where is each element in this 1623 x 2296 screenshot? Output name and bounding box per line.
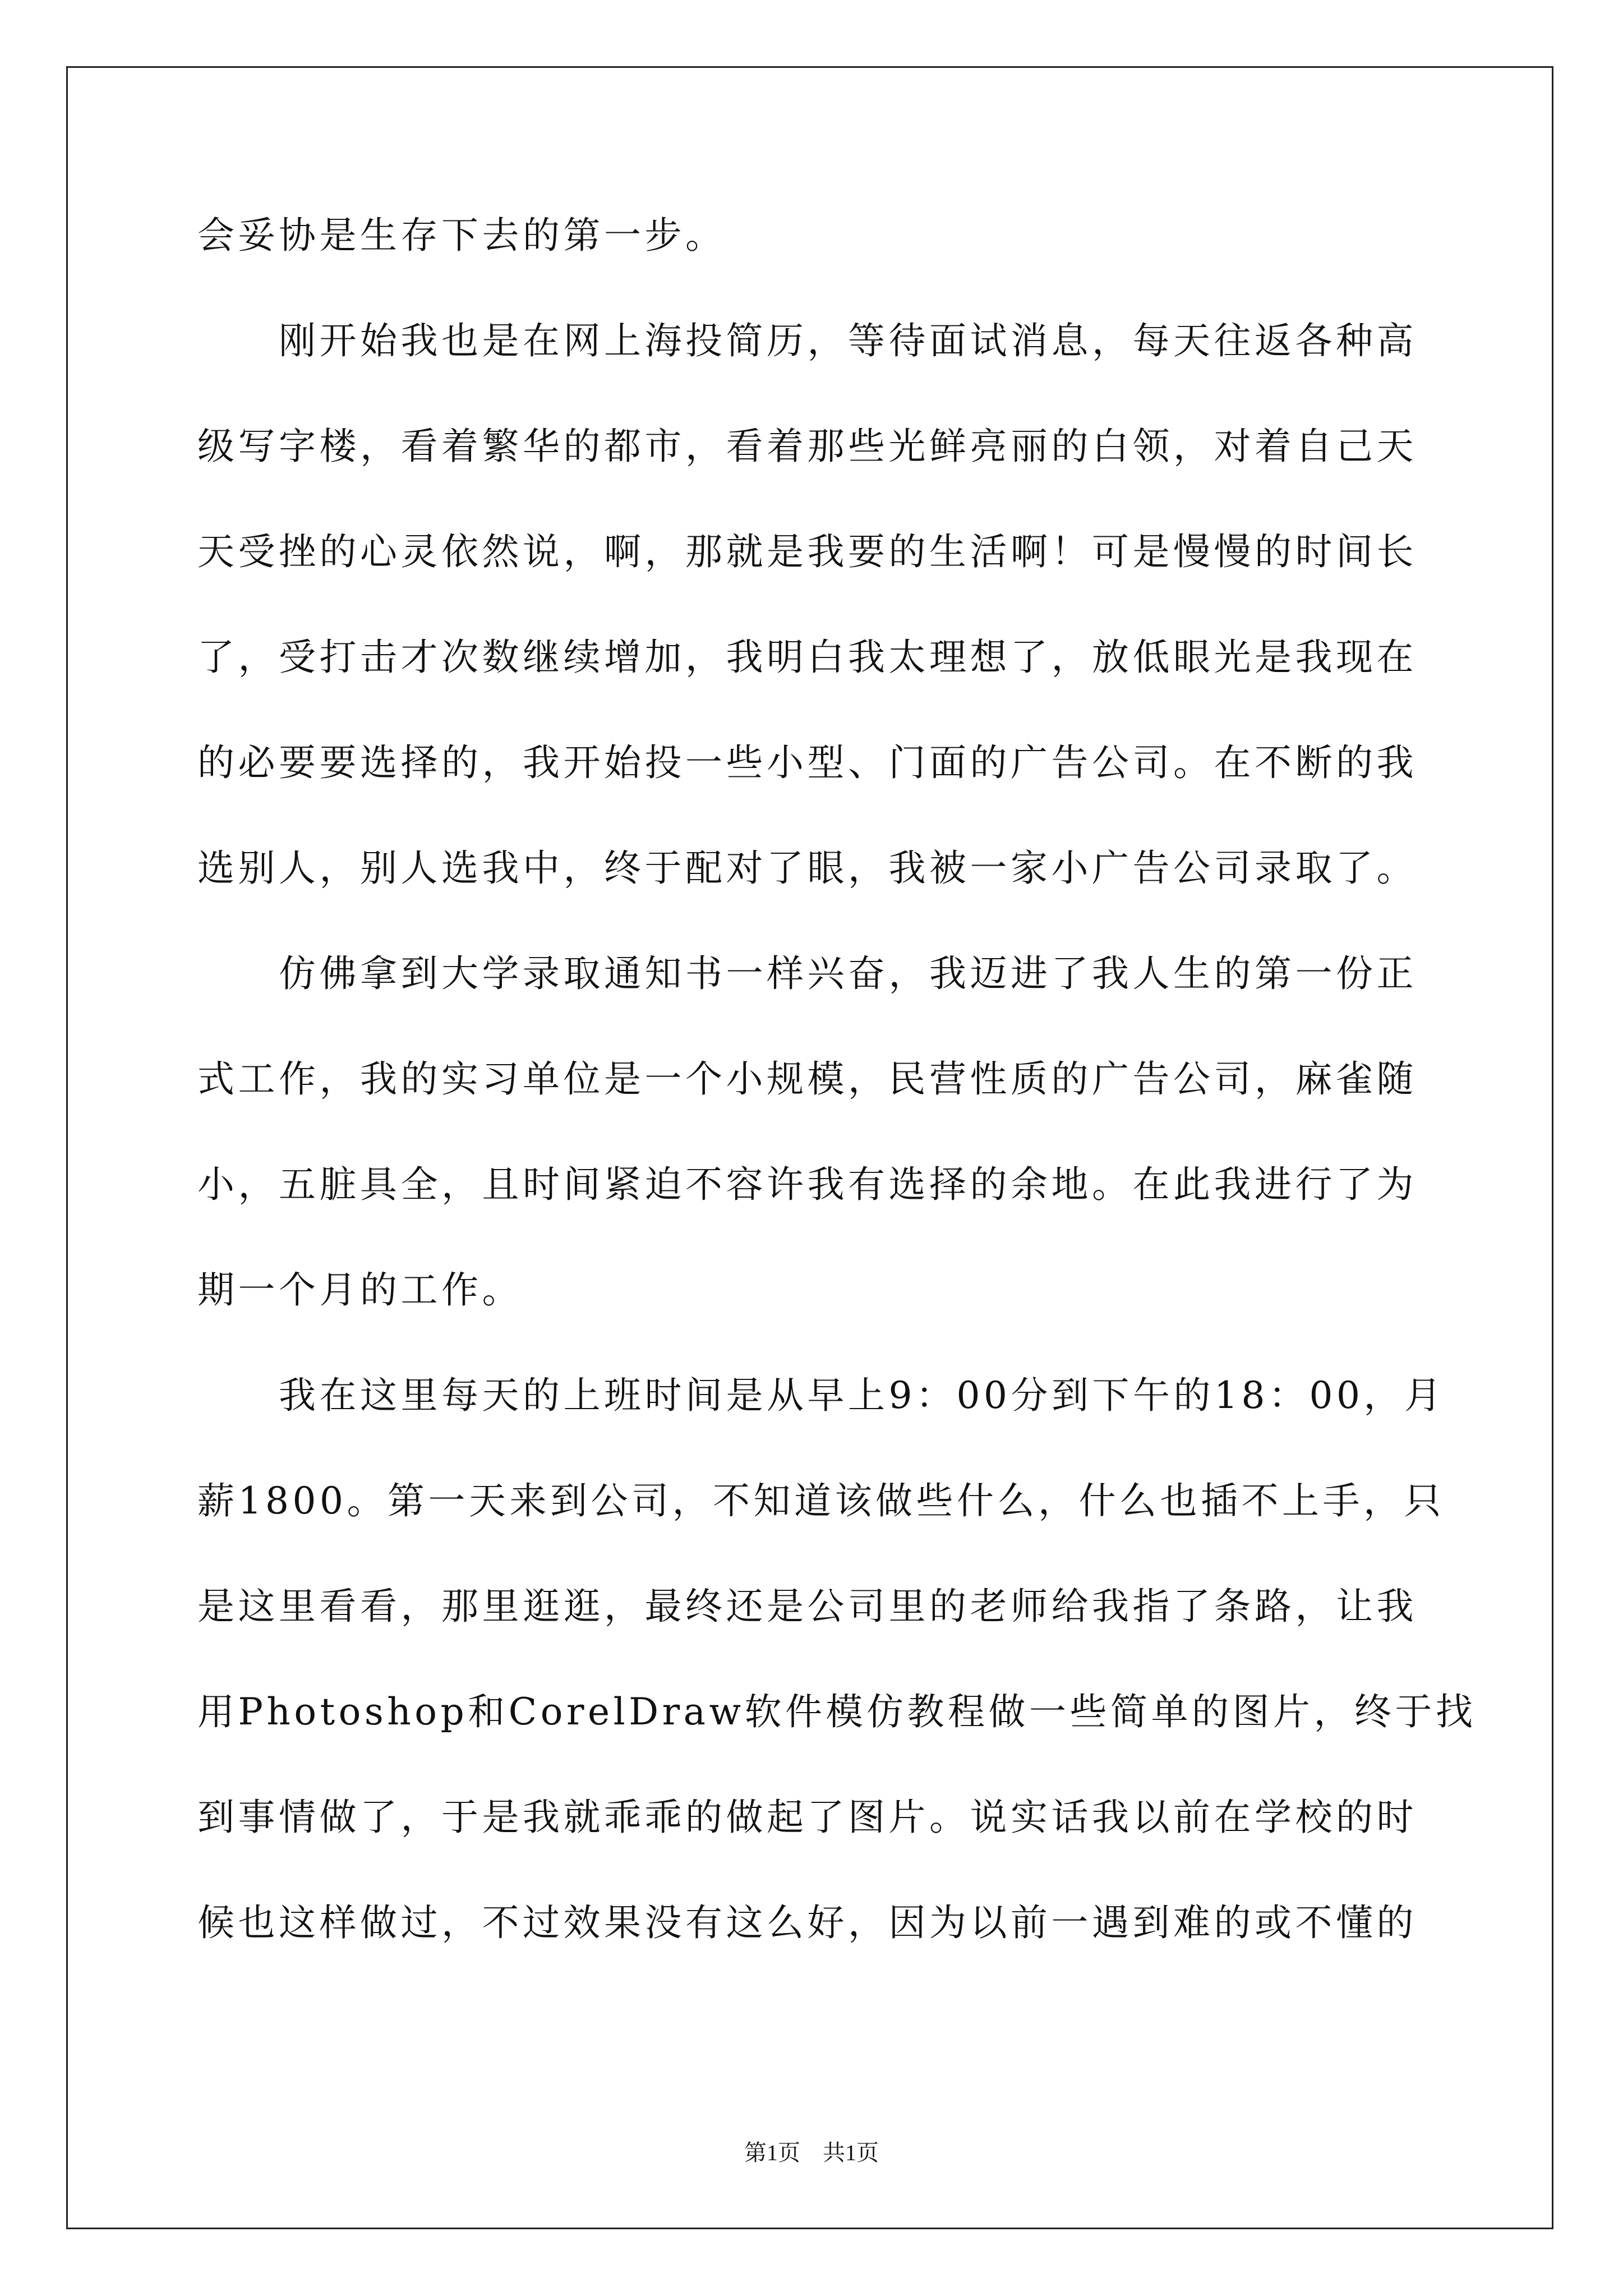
text-line-10: 小，五脏具全，且时间紧迫不容许我有选择的余地。在此我进行了为 bbox=[197, 1163, 1417, 1206]
text-line-1: 会妥协是生存下去的第一步。 bbox=[197, 214, 726, 257]
text-line-16: 到事情做了，于是我就乖乖的做起了图片。说实话我以前在学校的时 bbox=[197, 1796, 1417, 1839]
text-line-2: 刚开始我也是在网上海投简历，等待面试消息，每天往返各种高 bbox=[197, 319, 1417, 362]
text-line-12: 我在这里每天的上班时间是从早上9：00分到下午的18：00，月 bbox=[197, 1374, 1445, 1417]
text-line-6: 的必要要选择的，我开始投一些小型、门面的广告公司。在不断的我 bbox=[197, 741, 1417, 784]
text-line-11: 期一个月的工作。 bbox=[197, 1268, 523, 1312]
page-number-footer: 第1页 共1页 bbox=[744, 2140, 879, 2165]
text-line-14: 是这里看看，那里逛逛，最终还是公司里的老师给我指了条路，让我 bbox=[197, 1585, 1417, 1628]
text-line-17: 候也这样做过，不过效果没有这么好，因为以前一遇到难的或不懂的 bbox=[197, 1901, 1417, 1944]
text-line-15: 用Photoshop和CorelDraw软件模仿教程做一些简单的图片，终于找 bbox=[197, 1690, 1477, 1733]
text-line-3: 级写字楼，看着繁华的都市，看着那些光鲜亮丽的白领，对着自己天 bbox=[197, 425, 1417, 468]
text-line-9: 式工作，我的实习单位是一个小规模，民营性质的广告公司，麻雀随 bbox=[197, 1057, 1417, 1101]
text-line-4: 天受挫的心灵依然说，啊，那就是我要的生活啊！可是慢慢的时间长 bbox=[197, 530, 1417, 573]
text-line-7: 选别人，别人选我中，终于配对了眼，我被一家小广告公司录取了。 bbox=[197, 846, 1417, 890]
text-line-5: 了，受打击才次数继续增加，我明白我太理想了，放低眼光是我现在 bbox=[197, 636, 1417, 679]
text-line-8: 仿佛拿到大学录取通知书一样兴奋，我迈进了我人生的第一份正 bbox=[197, 952, 1417, 995]
text-line-13: 薪1800。第一天来到公司，不知道该做些什么，什么也插不上手，只 bbox=[197, 1479, 1445, 1522]
